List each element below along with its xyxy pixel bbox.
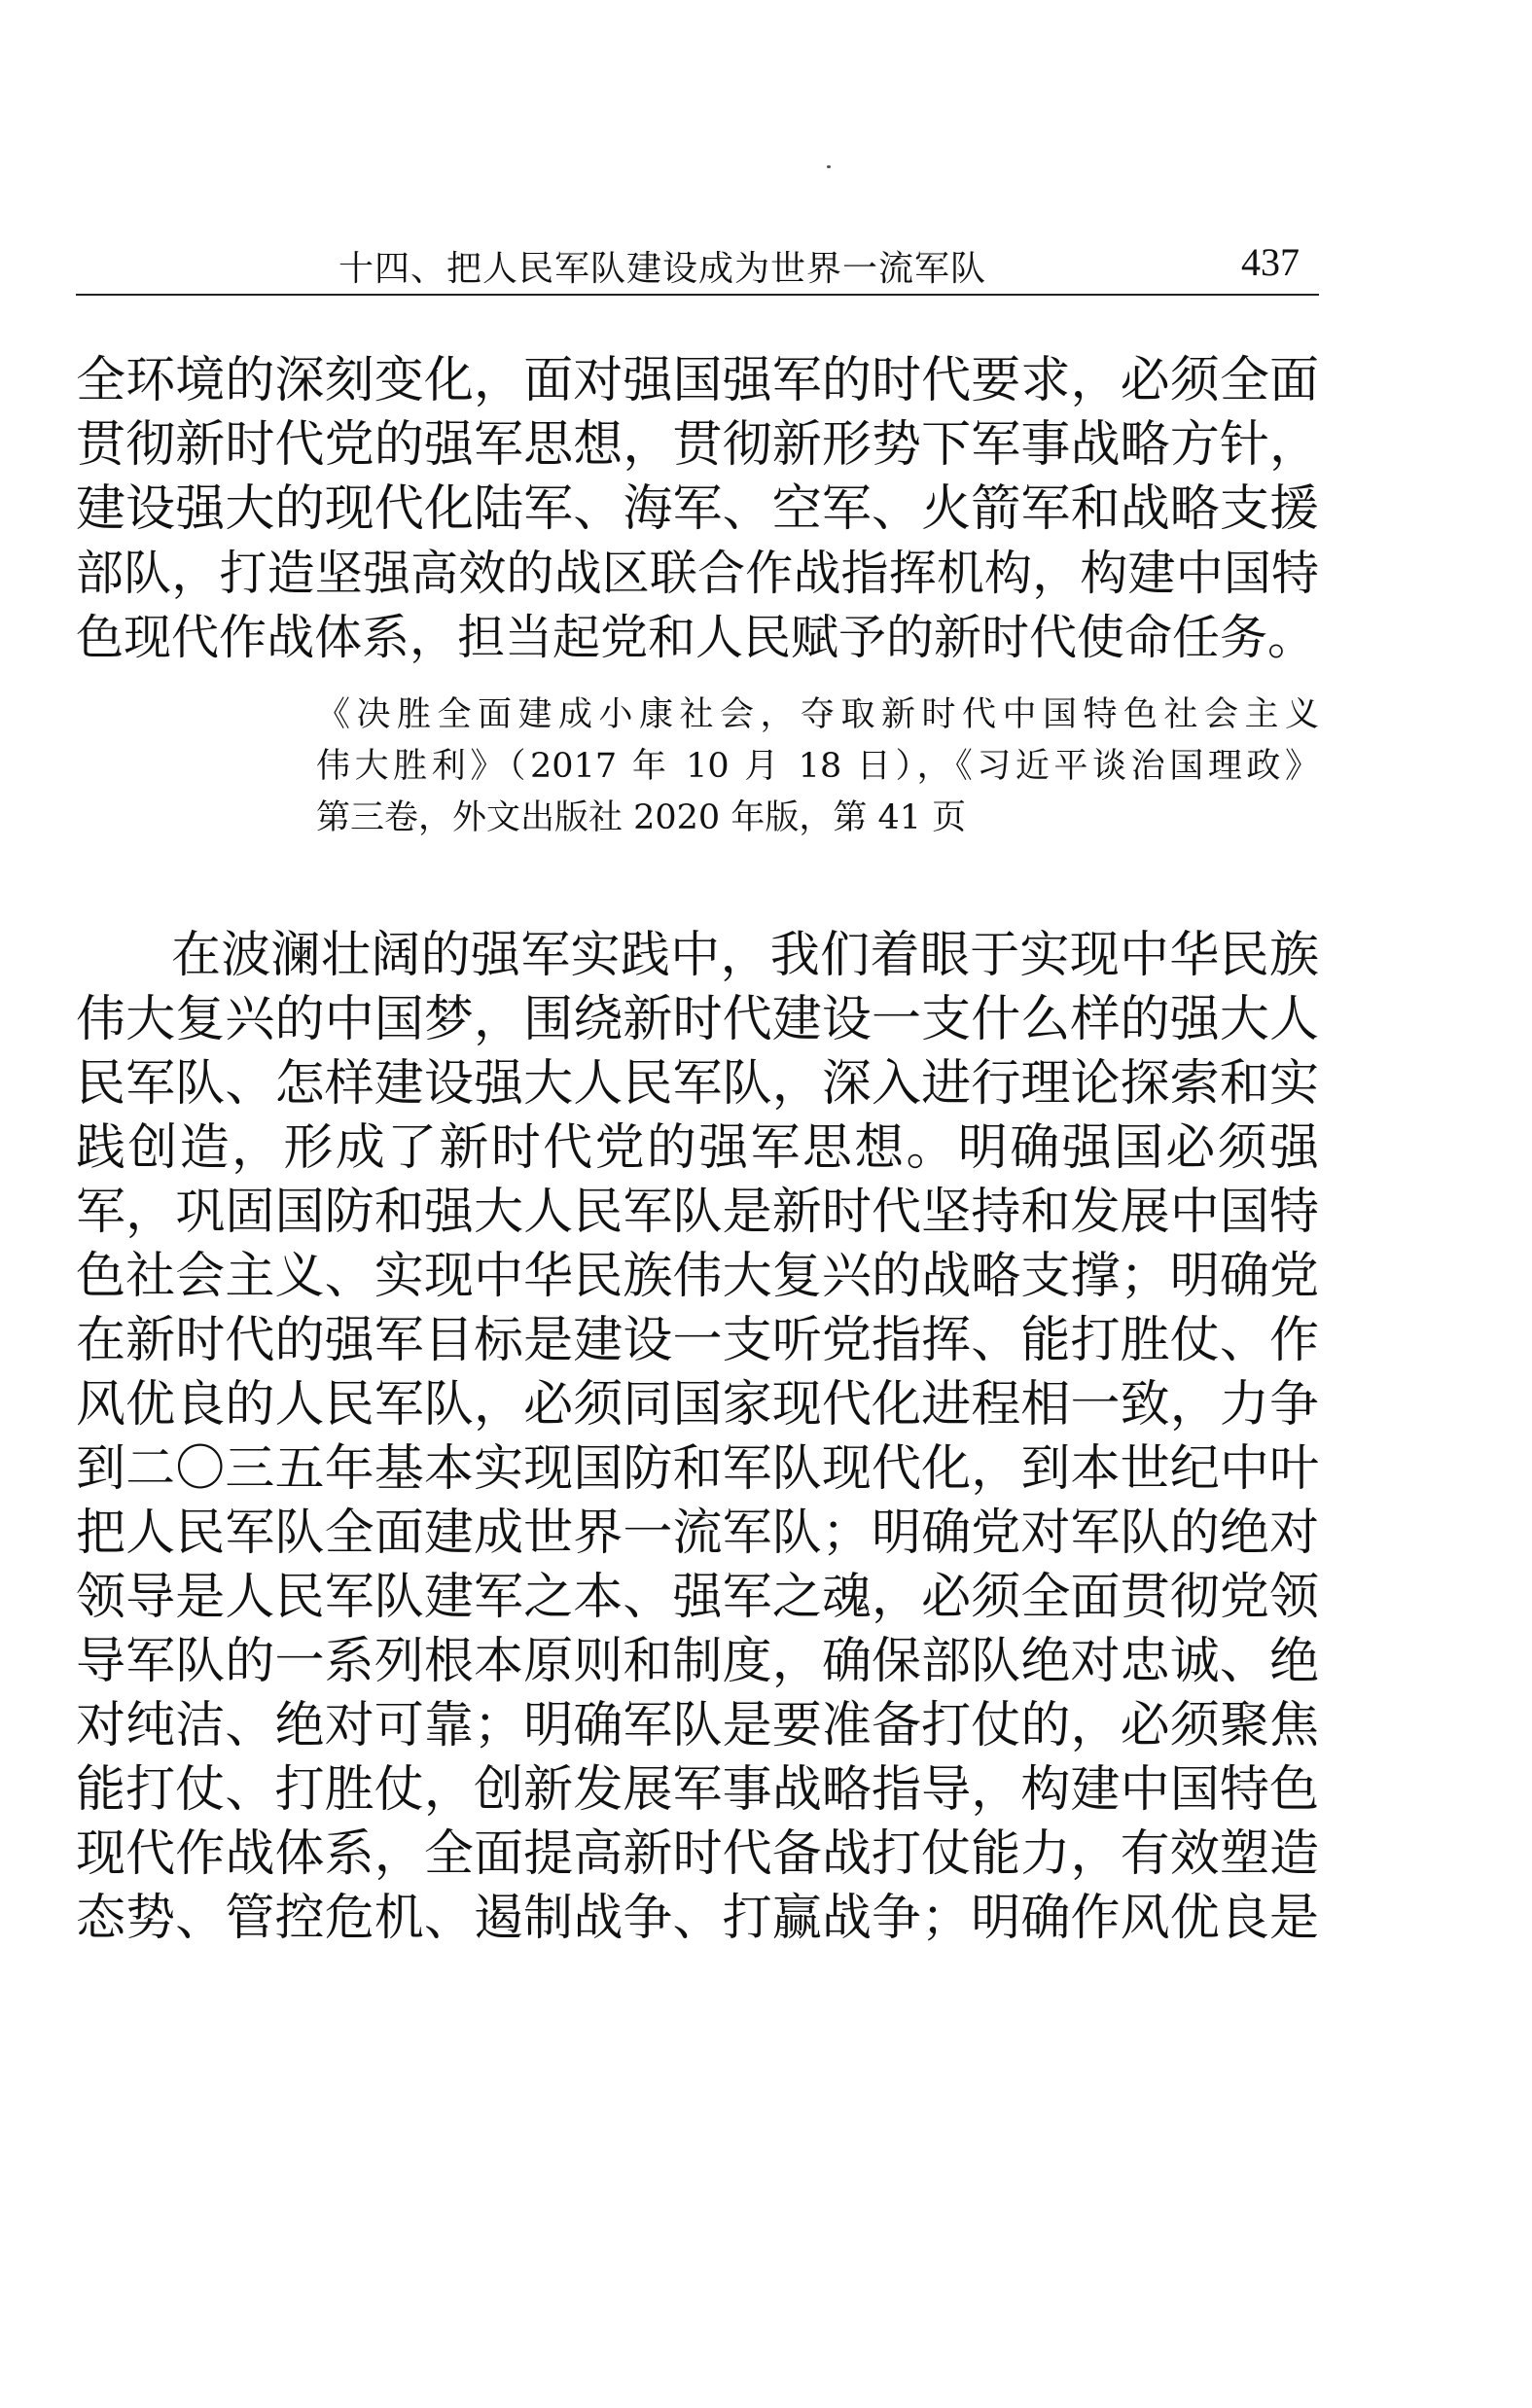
text-line: 风优良的人民军队，必须同国家现代化进程相一致，力争 bbox=[76, 1376, 1319, 1434]
text-line: 能打仗、打胜仗，创新发展军事战略指导，构建中国特色 bbox=[76, 1761, 1319, 1819]
running-header bbox=[76, 226, 1319, 296]
text-line: 导军队的一系列根本原则和制度，确保部队绝对忠诚、绝 bbox=[76, 1633, 1319, 1690]
citation-line: 伟大胜利》（2017 年 10 月 18 日），《习近平谈治国理政》 bbox=[316, 747, 1319, 786]
text-line: 色现代作战体系，担当起党和人民赋予的新时代使命任务。 bbox=[76, 610, 1316, 665]
text-line: 民军队、怎样建设强大人民军队，深入进行理论探索和实 bbox=[76, 1055, 1319, 1113]
text-line: 全环境的深刻变化，面对强国强军的时代要求，必须全面 bbox=[76, 352, 1319, 409]
citation-line: 第三卷，外文出版社 2020 年版，第 41 页 bbox=[316, 798, 967, 837]
text-line: 色社会主义、实现中华民族伟大复兴的战略支撑；明确党 bbox=[76, 1248, 1319, 1305]
text-line: 伟大复兴的中国梦，围绕新时代建设一支什么样的强大人 bbox=[76, 991, 1319, 1048]
text-line: 在新时代的强军目标是建设一支听党指挥、能打胜仗、作 bbox=[76, 1312, 1319, 1369]
text-line: 到二〇三五年基本实现国防和军队现代化，到本世纪中叶 bbox=[76, 1440, 1319, 1498]
text-line: 态势、管控危机、遏制战争、打赢战争；明确作风优良是 bbox=[76, 1890, 1319, 1947]
text-line: 部队，打造坚强高效的战区联合作战指挥机构，构建中国特 bbox=[76, 546, 1319, 601]
running-title: 十四、把人民军队建设成为世界一流军队 bbox=[338, 249, 987, 289]
citation-line: 《决胜全面建成小康社会，夺取新时代中国特色社会主义 bbox=[316, 695, 1319, 734]
text-line: 在波澜壮阔的强军实践中，我们着眼于实现中华民族 bbox=[171, 927, 1319, 984]
page-number: 437 bbox=[1241, 240, 1300, 284]
text-line: 领导是人民军队建军之本、强军之魂，必须全面贯彻党领 bbox=[76, 1569, 1319, 1626]
text-line: 把人民军队全面建成世界一流军队；明确党对军队的绝对 bbox=[76, 1505, 1319, 1562]
text-line: 对纯洁、绝对可靠；明确军队是要准备打仗的，必须聚焦 bbox=[76, 1697, 1319, 1754]
scan-speck bbox=[827, 165, 831, 168]
text-line: 贯彻新时代党的强军思想，贯彻新形势下军事战略方针， bbox=[76, 416, 1319, 474]
text-line: 军，巩固国防和强大人民军队是新时代坚持和发展中国特 bbox=[76, 1184, 1319, 1241]
text-line: 践创造，形成了新时代党的强军思想。明确强国必须强 bbox=[76, 1119, 1319, 1177]
text-line: 现代作战体系，全面提高新时代备战打仗能力，有效塑造 bbox=[76, 1825, 1319, 1883]
text-line: 建设强大的现代化陆军、海军、空军、火箭军和战略支援 bbox=[76, 480, 1319, 538]
